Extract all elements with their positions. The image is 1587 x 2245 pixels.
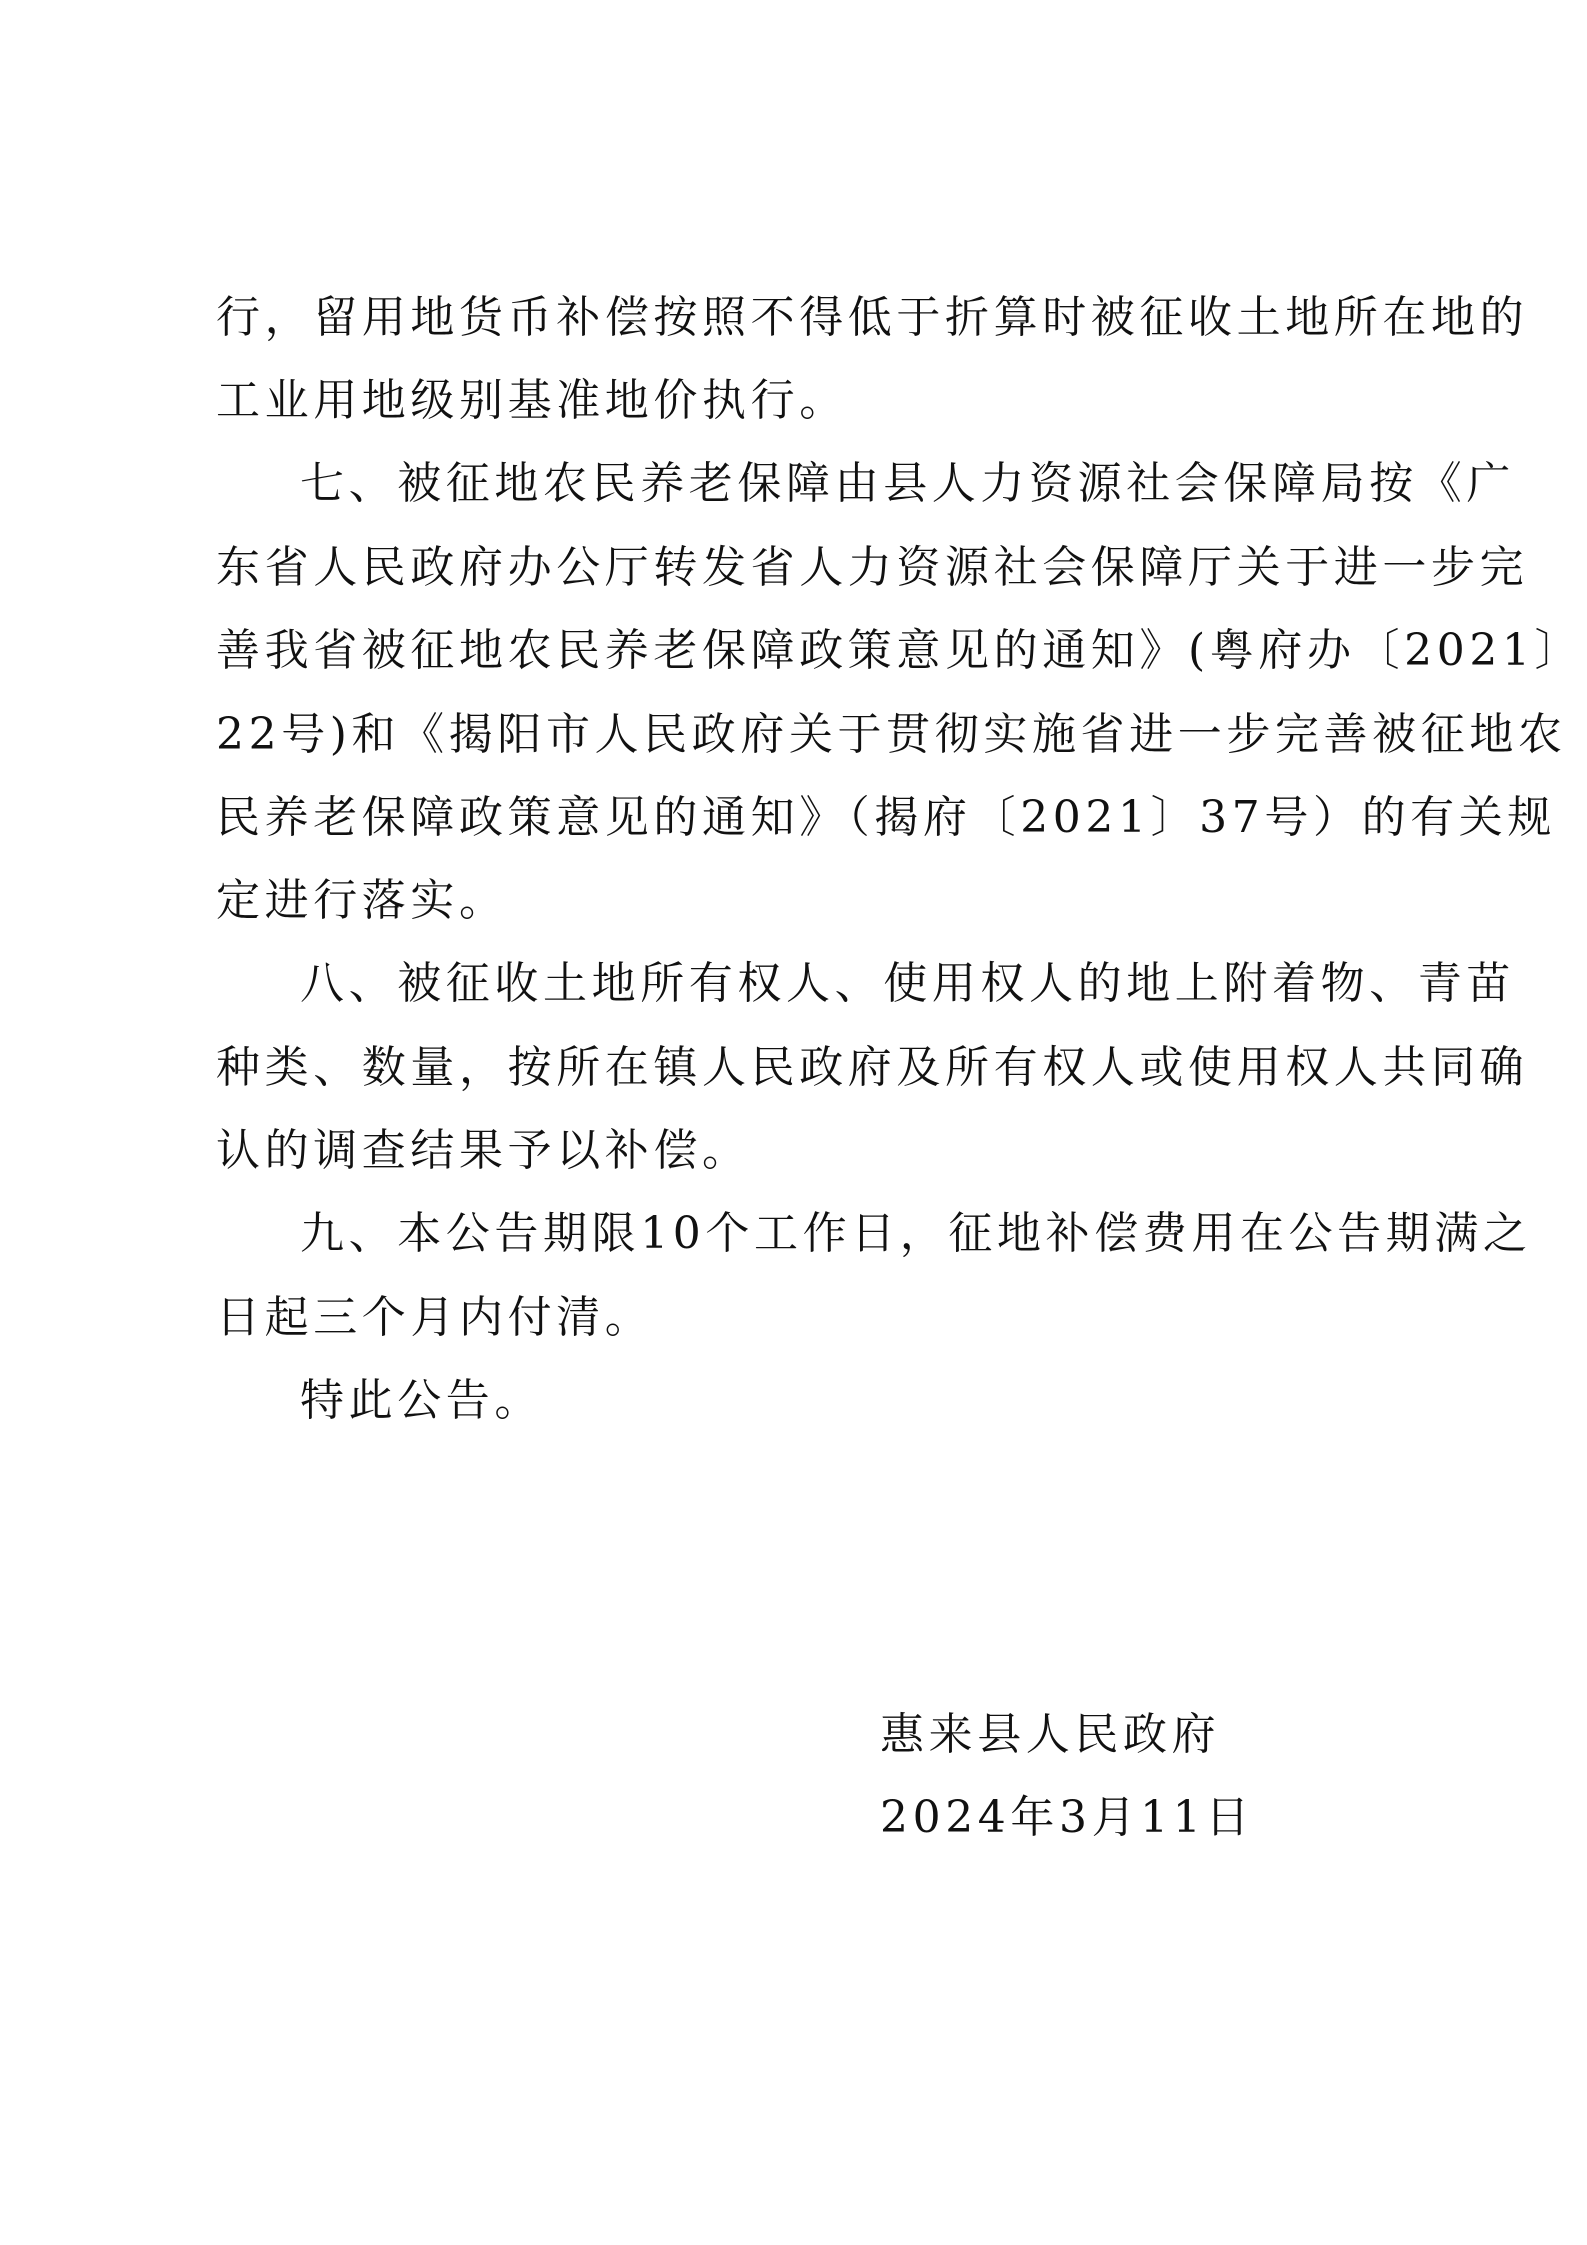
paragraph-line: 东省人民政府办公厅转发省人力资源社会保障厅关于进一步完 bbox=[216, 542, 1529, 593]
paragraph-line: 九、本公告期限10个工作日，征地补偿费用在公告期满之 bbox=[300, 1208, 1532, 1259]
issuer-name: 惠来县人民政府 bbox=[880, 1709, 1221, 1760]
paragraph-line: 民养老保障政策意见的通知》（揭府〔2021〕37号）的有关规 bbox=[216, 792, 1556, 843]
paragraph-line: 22号)和《揭阳市人民政府关于贯彻实施省进一步完善被征地农 bbox=[216, 709, 1567, 760]
paragraph-line: 种类、数量，按所在镇人民政府及所有权人或使用权人共同确 bbox=[216, 1042, 1529, 1093]
paragraph-line: 善我省被征地农民养老保障政策意见的通知》(粤府办〔2021〕 bbox=[216, 625, 1584, 676]
paragraph-line: 行，留用地货币补偿按照不得低于折算时被征收土地所在地的 bbox=[216, 292, 1529, 343]
issue-date: 2024年3月11日 bbox=[880, 1792, 1254, 1843]
paragraph-line: 定进行落实。 bbox=[216, 875, 508, 926]
paragraph-line: 日起三个月内付清。 bbox=[216, 1292, 654, 1343]
paragraph-line: 八、被征收土地所有权人、使用权人的地上附着物、青苗 bbox=[300, 958, 1515, 1009]
paragraph-line: 认的调查结果予以补偿。 bbox=[216, 1125, 751, 1176]
closing-line: 特此公告。 bbox=[300, 1375, 543, 1426]
paragraph-line: 七、被征地农民养老保障由县人力资源社会保障局按《广 bbox=[300, 458, 1515, 509]
paragraph-line: 工业用地级别基准地价执行。 bbox=[216, 375, 848, 426]
